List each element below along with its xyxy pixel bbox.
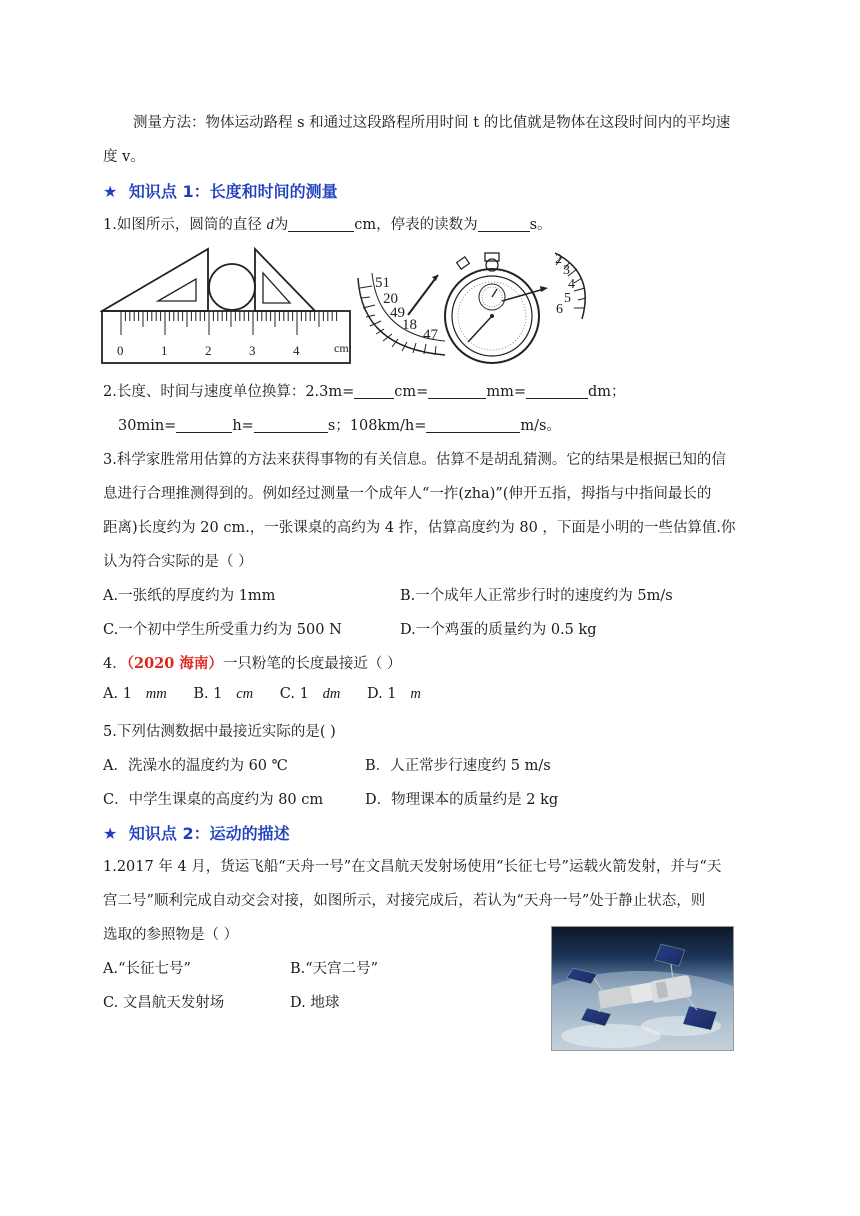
option-c[interactable]: C. 1 dm — [279, 686, 341, 702]
ruler-tick-label: 2 — [205, 343, 212, 358]
question-1-2-line-2: 30min= h= s；108km/h= m/s。 — [118, 418, 561, 434]
scale-label: 49 — [390, 305, 405, 321]
answer-blank[interactable] — [354, 384, 394, 399]
question-1-3-line-2: 息进行合理推测得到的。例如经过测量一个成年人“一拃(zha)”(伸开五指，拇指与中指间最长的 — [103, 486, 712, 502]
intro-line-2: 度 v。 — [103, 149, 145, 165]
question-1-3-line-4: 认为符合实际的是（ ） — [103, 554, 253, 570]
left-pointer — [408, 275, 438, 315]
question-1-1: 1.如图所示，圆筒的直径 d为 cm，停表的读数为 s。 — [103, 217, 552, 233]
scale-label: 4 — [568, 277, 575, 292]
section-2-title: 知识点 2：运动的描述 — [128, 824, 290, 843]
answer-blank[interactable] — [478, 217, 530, 232]
answer-blank[interactable] — [526, 384, 588, 399]
option-d[interactable]: D. 1 m — [366, 686, 421, 702]
question-1-5: 5.下列估测数据中最接近实际的是( ) — [103, 724, 336, 740]
option-a[interactable]: A．洗澡水的温度约为 60 ℃ — [103, 758, 288, 774]
cylinder — [209, 264, 255, 310]
section-1-title: 知识点 1：长度和时间的测量 — [128, 182, 338, 201]
left-set-square — [102, 249, 208, 311]
answer-blank[interactable] — [288, 217, 354, 232]
answer-blank[interactable] — [254, 418, 328, 433]
ruler-ticks — [121, 311, 337, 335]
source-tag: （2020 海南） — [126, 655, 223, 672]
stopwatch-figure — [350, 243, 595, 368]
ruler-tick-label: 1 — [161, 343, 168, 358]
star-icon: ★ — [103, 182, 118, 201]
option-a[interactable]: A.“长征七号” — [103, 961, 191, 977]
section-2-heading — [103, 821, 290, 844]
ruler-figure — [100, 243, 358, 365]
option-d[interactable]: D. 地球 — [290, 995, 340, 1011]
answer-blank[interactable] — [428, 384, 486, 399]
scale-label: 20 — [383, 291, 398, 307]
answer-blank[interactable] — [426, 418, 520, 433]
right-set-square — [255, 249, 315, 311]
ruler-tick-label: 0 — [117, 343, 124, 358]
option-c[interactable]: C．中学生课桌的高度约为 80 cm — [103, 792, 324, 808]
scale-label: 2 — [555, 252, 562, 267]
option-b[interactable]: B.“天宫二号” — [290, 961, 379, 977]
scale-label: 6 — [556, 302, 563, 317]
option-c[interactable]: C. 文昌航天发射场 — [103, 995, 225, 1011]
question-2-1-line-2: 宫二号”顺利完成自动交会对接，如图所示，对接完成后，若认为“天舟一号”处于静止状态，则 — [103, 893, 706, 909]
question-2-1-line-1: 1.2017 年 4 月，货运飞船“天舟一号”在文昌航天发射场使用“长征七号”运载火箭发射，并与“天 — [103, 859, 722, 875]
answer-blank[interactable] — [176, 418, 232, 433]
option-a[interactable]: A.一张纸的厚度约为 1mm — [103, 588, 276, 604]
scale-label: 51 — [375, 275, 390, 291]
option-b[interactable]: B. 1 cm — [193, 686, 254, 702]
scale-label: 47 — [423, 327, 438, 343]
scale-label: 5 — [564, 291, 571, 306]
ruler — [102, 311, 350, 363]
option-a[interactable]: A. 1 mm — [103, 686, 167, 702]
spacecraft-docking-image — [551, 926, 734, 1051]
stopwatch-hand — [468, 316, 492, 342]
question-1-3-line-1: 3.科学家胜常用估算的方法来获得事物的有关信息。估算不是胡乱猜测。它的结果是根据已知的信 — [103, 452, 726, 468]
ruler-unit: cm — [334, 341, 349, 355]
question-1-4-options — [103, 686, 421, 703]
option-c[interactable]: C.一个初中学生所受重力约为 500 N — [103, 622, 342, 638]
section-1-heading — [103, 179, 338, 202]
scale-label: 3 — [563, 263, 570, 278]
ruler-tick-label: 4 — [293, 343, 300, 358]
question-1-3-line-3: 距离)长度约为 20 cm.，一张课桌的高约为 4 拃，估算高度约为 80 ，下面是小明的一些估算值.你 — [103, 520, 736, 536]
option-d[interactable]: D.一个鸡蛋的质量约为 0.5 kg — [400, 622, 597, 638]
ruler-tick-label: 3 — [249, 343, 256, 358]
option-b[interactable]: B．人正常步行速度约 5 m/s — [365, 758, 551, 774]
option-b[interactable]: B.一个成年人正常步行时的速度约为 5m/s — [400, 588, 673, 604]
question-1-2-line-1: 2.长度、时间与速度单位换算：2.3m= cm= mm= dm； — [103, 384, 626, 400]
intro-line-1: 测量方法：物体运动路程 s 和通过这段路程所用时间 t 的比值就是物体在这段时间内的平均速 — [133, 115, 731, 131]
question-2-1-line-3: 选取的参照物是（ ） — [103, 927, 239, 943]
option-d[interactable]: D．物理课本的质量约是 2 kg — [365, 792, 559, 808]
question-1-4: 4．（2020 海南）一只粉笔的长度最接近（ ） — [103, 655, 402, 672]
star-icon: ★ — [103, 824, 118, 843]
scale-label: 18 — [402, 317, 417, 333]
